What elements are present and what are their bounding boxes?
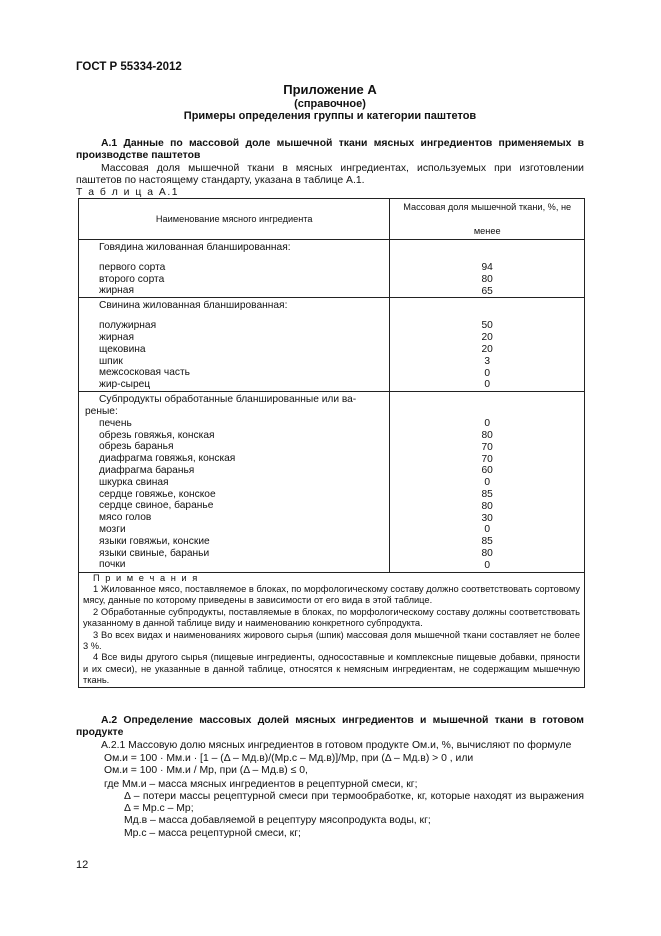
- ingredient-name: мозги: [99, 523, 126, 535]
- appendix-heading: Примеры определения группы и категории паштетов: [183, 110, 477, 122]
- muscle-share-value: 0: [484, 379, 491, 391]
- ingredient-name: языки говяжьи, конские: [99, 535, 210, 547]
- col-header-ingredient: Наименование мясного ингредиента: [79, 199, 390, 240]
- notes-row: [79, 572, 585, 687]
- appendix-title: Приложение А: [283, 82, 377, 97]
- meat-ingredients-table: [78, 198, 585, 688]
- muscle-share-value: 80: [481, 273, 493, 285]
- ingredient-name: полужирная: [99, 320, 157, 332]
- ingredient-name: щековина: [99, 343, 146, 355]
- section-a1-heading: А.1 Данные по массовой доле мышечной ткани мясных ингредиентов применяемых в производстве паштетов: [76, 138, 584, 161]
- note-4: 4 Все виды другого сырья (пищевые ингредиенты, односоставные и комплексные пищевые добавки, пряности и их смеси), не указанные в данной таблице, относятся к немясным ингредиентам, не содержащим мышечную ткань.: [83, 652, 580, 686]
- ingredient-name: диафрагма баранья: [99, 464, 195, 476]
- muscle-share-value: 85: [481, 488, 493, 500]
- muscle-share-value: 94: [481, 262, 493, 273]
- group-title-line: Субпродукты обработанные бланшированные или ва-: [99, 394, 357, 406]
- muscle-share-value: 0: [484, 477, 491, 489]
- document-header: ГОСТ Р 55334-2012: [76, 61, 182, 73]
- table-body: [79, 240, 585, 573]
- notes-heading: П р и м е ч а н и я: [93, 572, 199, 583]
- section-a2-heading: А.2 Определение массовых долей мясных ингредиентов и мышечной ткани в готовом продукте: [76, 715, 584, 738]
- muscle-share-value: 20: [481, 332, 493, 344]
- ingredient-name: жирная: [99, 331, 134, 343]
- col-header-muscle-share: Массовая доля мышечной ткани, %, не менее: [390, 199, 585, 240]
- ingredient-name: шкурка свиная: [99, 476, 169, 488]
- ingredient-name: жирная: [99, 285, 134, 297]
- ingredient-name: обрезь баранья: [99, 441, 174, 453]
- ingredient-name: почки: [99, 559, 126, 571]
- ingredient-name: диафрагма говяжья, конская: [99, 453, 236, 465]
- muscle-share-value: 65: [481, 285, 493, 297]
- ingredient-name: шпик: [99, 355, 123, 367]
- ingredient-name: первого сорта: [99, 261, 166, 273]
- ingredient-name: второго сорта: [99, 273, 165, 285]
- ingredient-name: сердце свиное, баранье: [99, 500, 214, 512]
- muscle-share-value: 20: [481, 343, 493, 355]
- ingredient-name: сердце говяжье, конское: [99, 488, 216, 500]
- table-group-row: [79, 392, 585, 572]
- muscle-share-value: 0: [484, 524, 491, 536]
- ingredient-name: мясо голов: [99, 512, 152, 524]
- table-notes: [79, 572, 585, 687]
- group-title-text: Свинина жилованная бланшированная:: [99, 300, 288, 312]
- note-2: 2 Обработанные субпродукты, поставляемые в блоках, по морфологическому составу должны соответствовать указанному в данной таблице виду и наименованию конкретного субпродукта.: [83, 606, 580, 629]
- muscle-share-value: 0: [484, 418, 491, 430]
- ingredient-name: обрезь говяжья, конская: [99, 429, 215, 441]
- note-1: 1 Жилованное мясо, поставляемое в блоках, по морфологическому составу должно соответствовать сортовому мясу, данные по которому приведены в зависимости от его вида в этой таблице.: [83, 583, 580, 606]
- group-title: [79, 392, 390, 572]
- muscle-share-value: 80: [481, 429, 493, 441]
- group-title: [79, 298, 390, 392]
- muscle-share-value: 80: [481, 500, 493, 512]
- table-group-row: [79, 298, 585, 392]
- section-a2-paragraph: А.2.1 Массовую долю мясных ингредиентов в готовом продукте Oм.и, %, вычисляют по формуле: [101, 740, 572, 751]
- group-title-text: [85, 392, 389, 418]
- group-title-line: реные:: [85, 405, 118, 417]
- where-2: Δ – потери массы рецептурной смеси при термообработке, кг, которые находят из выражения Δ = Mр.с – Mр;: [124, 791, 584, 815]
- formula-1: Oм.и = 100 · Mм.и · [1 – (Δ – Mд.в)/(Mр.с – Mд.в)]/Mр, при (Δ – Mд.в) > 0 , или: [104, 753, 474, 764]
- appendix-subtitle: (справочное): [294, 98, 366, 110]
- formula-2: Oм.и = 100 · Mм.и / Mр, при (Δ – Mд.в) ≤ 0,: [104, 765, 308, 776]
- ingredient-name: языки свиные, бараньи: [99, 547, 210, 559]
- muscle-share-value: 70: [481, 453, 493, 465]
- where-4: Mр.с – масса рецептурной смеси, кг;: [124, 828, 301, 839]
- ingredient-name: печень: [99, 417, 132, 429]
- muscle-share-value: 85: [481, 536, 493, 548]
- table-group-row: [79, 240, 585, 298]
- group-title: [79, 240, 390, 298]
- group-values: [390, 240, 585, 298]
- group-title-text: Говядина жилованная бланшированная:: [99, 242, 291, 253]
- ingredient-name: жир-сырец: [99, 379, 151, 391]
- section-a1-text: Массовая доля мышечной ткани в мясных ингредиентах, используемых при изготовлении паштетов по настоящему стандарту, указана в таблице А.1.: [76, 163, 584, 186]
- muscle-share-value: 0: [484, 367, 491, 379]
- page-number: 12: [76, 859, 89, 871]
- group-values: [390, 392, 585, 572]
- ingredient-name: межсосковая часть: [99, 367, 190, 379]
- group-values: [390, 298, 585, 392]
- muscle-share-value: 3: [484, 355, 491, 367]
- muscle-share-value: 80: [481, 547, 493, 559]
- muscle-share-value: 50: [481, 320, 493, 332]
- muscle-share-value: 60: [481, 465, 493, 477]
- where-1: где Mм.и – масса мясных ингредиентов в рецептурной смеси, кг;: [104, 779, 418, 790]
- muscle-share-value: 0: [484, 559, 491, 571]
- table-caption: Т а б л и ц а А.1: [76, 187, 179, 198]
- where-3: Mд.в – масса добавляемой в рецептуру мясопродукта воды, кг;: [124, 815, 431, 826]
- muscle-share-value: 30: [481, 512, 493, 524]
- note-3: 3 Во всех видах и наименованиях жирового сырья (шпик) массовая доля мышечной ткани составляет не более 3 %.: [83, 629, 580, 651]
- muscle-share-value: 70: [481, 441, 493, 453]
- table-header-row: [79, 199, 585, 240]
